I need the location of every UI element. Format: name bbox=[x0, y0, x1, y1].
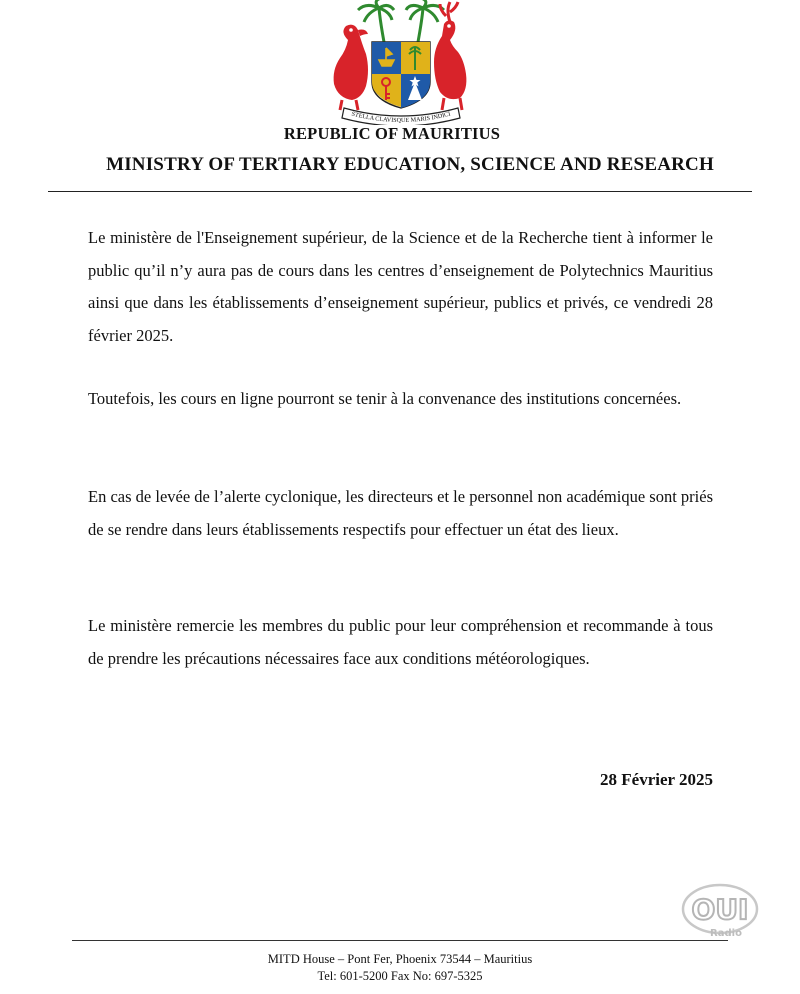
crest-motto: STELLA CLAVISQUE MARIS INDICI bbox=[350, 110, 452, 125]
footer-address: MITD House – Pont Fer, Phoenix 73544 – Mauritius bbox=[267, 952, 533, 966]
paragraph-3: En cas de levée de l’alerte cyclonique, les directeurs et le personnel non académique sont priés de se rendre dans leurs établissements respectifs pour effectuer un état des lieux. bbox=[88, 487, 713, 539]
paragraph-4: Le ministère remercie les membres du public pour leur compréhension et recommande à tous de prendre les précautions nécessaires face aux conditions météorologiques. bbox=[88, 616, 713, 668]
header-divider bbox=[48, 191, 752, 192]
radio-logo-icon bbox=[680, 883, 762, 939]
footer-contact: Tel: 601-5200 Fax No: 697-5325 bbox=[317, 969, 483, 983]
ministry-heading: MINISTRY OF TERTIARY EDUCATION, SCIENCE AND RESEARCH bbox=[106, 154, 714, 175]
document-date: 28 Février 2025 bbox=[600, 770, 713, 789]
paragraph-2: Toutefois, les cours en ligne pourront se tenir à la convenance des institutions concernées. bbox=[88, 389, 682, 408]
paragraph-1: Le ministère de l'Enseignement supérieur, de la Science et de la Recherche tient à informer le public qu’il n’y aura pas de cours dans les centres d’enseignement de Polytechnics Mauritius ainsi que dans les établissements d’enseignement supérieur, publics et privés, ce vendredi 28 février 2025. bbox=[88, 228, 713, 345]
svg-text:Radio: Radio bbox=[710, 928, 742, 939]
coat-of-arms-icon bbox=[322, 0, 480, 125]
footer-divider bbox=[72, 940, 728, 941]
republic-heading: REPUBLIC OF MAURITIUS bbox=[283, 124, 501, 143]
svg-text:OUI: OUI bbox=[691, 893, 749, 926]
